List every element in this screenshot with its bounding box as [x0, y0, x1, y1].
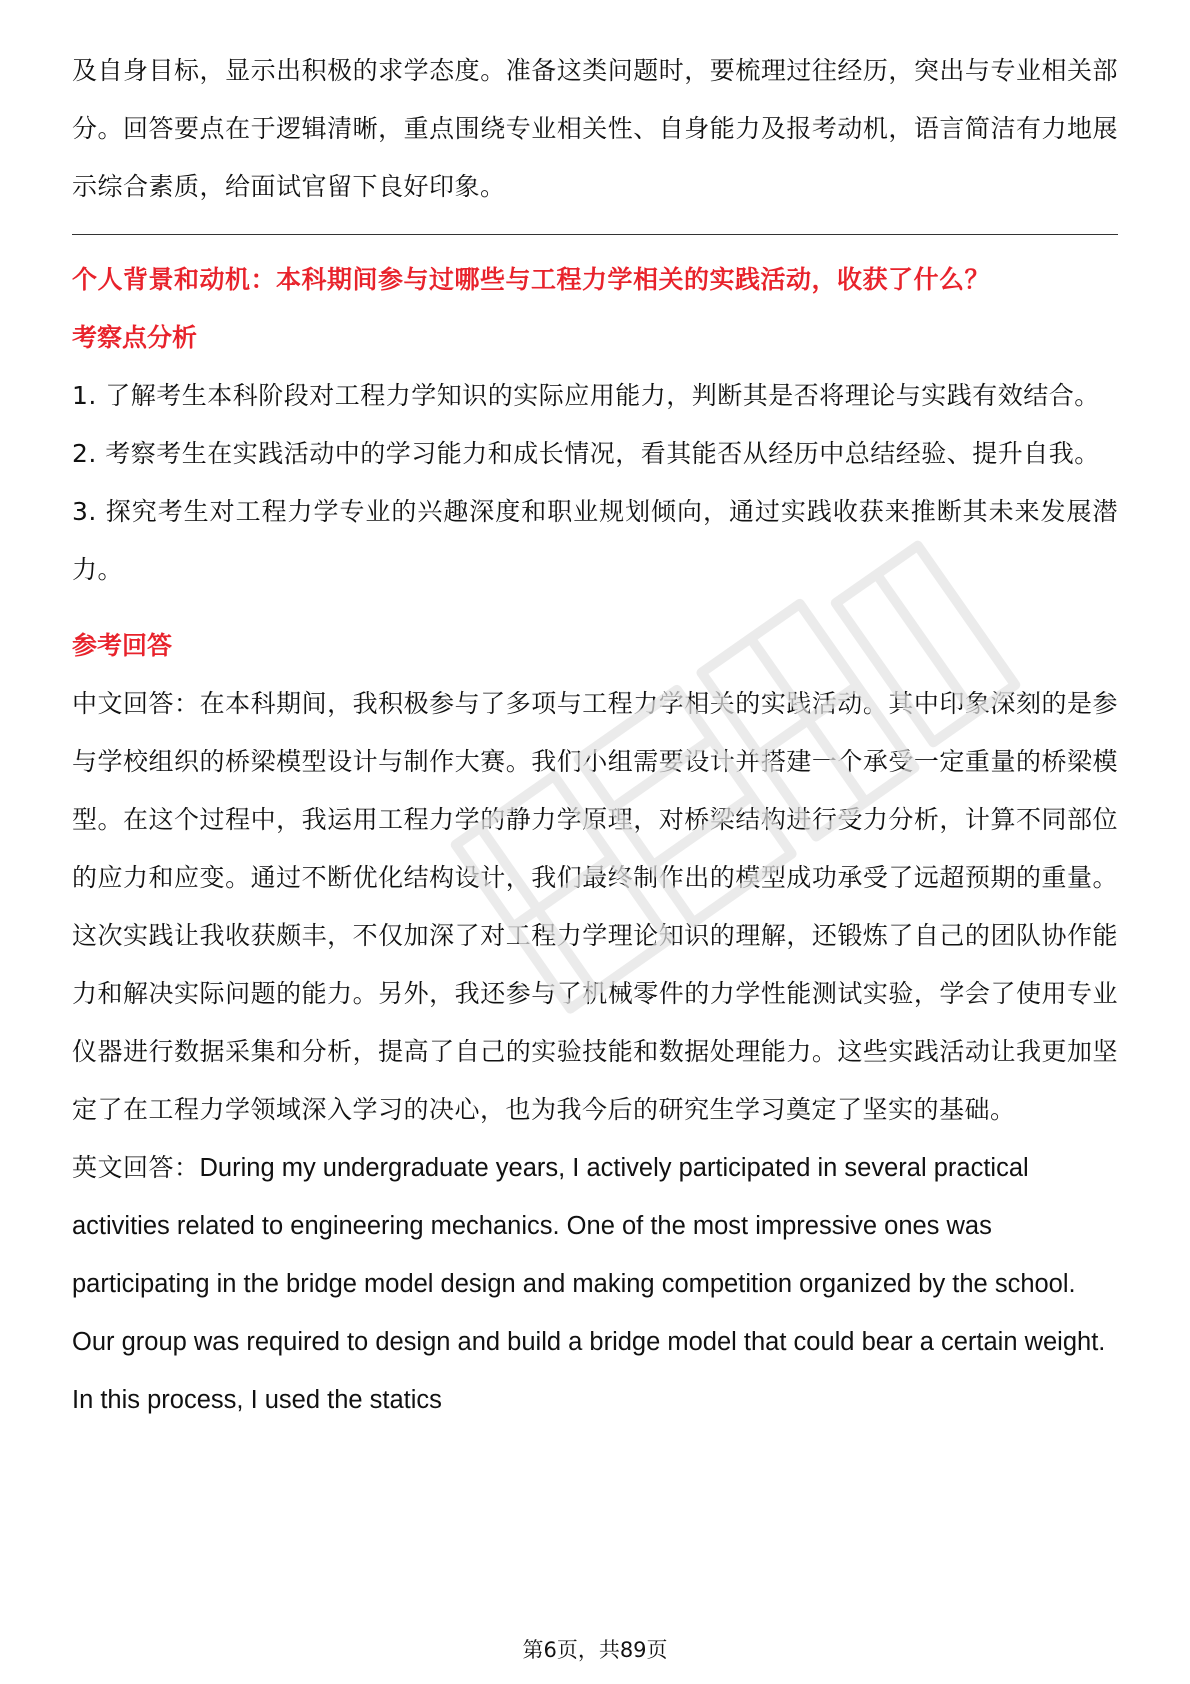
intro-paragraph: 及自身目标，显示出积极的求学态度。准备这类问题时，要梳理过往经历，突出与专业相关部分。回答要点在于逻辑清晰，重点围绕专业相关性、自身能力及报考动机，语言简洁有力地展示综合素质，给面试官留下良好印象。: [72, 56, 1118, 201]
english-answer-text: During my undergraduate years, I actively participated in several practical activities related to engineering mechanics. One of the most impressive ones was participating in the bridge model design and making competition organized by the school. Our group was required to design and build a bridge model that could bear a certain weight. In this process, I used the statics: [72, 1154, 1106, 1414]
chinese-answer: [72, 675, 1118, 1139]
page-number-footer: 第6页，共89页: [522, 1638, 668, 1662]
chinese-answer-text: 在本科期间，我积极参与了多项与工程力学相关的实践活动。其中印象深刻的是参与学校组织的桥梁模型设计与制作大赛。我们小组需要设计并搭建一个承受一定重量的桥梁模型。在这个过程中，我运用工程力学的静力学原理，对桥梁结构进行受力分析，计算不同部位的应力和应变。通过不断优化结构设计，我们最终制作出的模型成功承受了远超预期的重量。这次实践让我收获颇丰，不仅加深了对工程力学理论知识的理解，还锻炼了自己的团队协作能力和解决实际问题的能力。另外，我还参与了机械零件的力学性能测试实验，学会了使用专业仪器进行数据采集和分析，提高了自己的实验技能和数据处理能力。这些实践活动让我更加坚定了在工程力学领域深入学习的决心，也为我今后的研究生学习奠定了坚实的基础。: [72, 689, 1118, 1124]
english-answer: [72, 1139, 1118, 1429]
analysis-point-3: 3. 探究考生对工程力学专业的兴趣深度和职业规划倾向，通过实践收获来推断其未来发展潜力。: [72, 497, 1118, 584]
document-page: [72, 42, 1118, 1429]
reference-heading: 参考回答: [72, 631, 173, 660]
analysis-heading: 考察点分析: [72, 323, 198, 352]
section-divider: [72, 234, 1118, 235]
chinese-answer-label: 中文回答：: [72, 689, 200, 718]
interview-question: 个人背景和动机：本科期间参与过哪些与工程力学相关的实践活动，收获了什么？: [72, 265, 991, 294]
analysis-point-1: 1. 了解考生本科阶段对工程力学知识的实际应用能力，判断其是否将理论与实践有效结合。: [72, 381, 1100, 410]
spacer: [72, 599, 1118, 617]
analysis-point-2: 2. 考察考生在实践活动中的学习能力和成长情况，看其能否从经历中总结经验、提升自我。: [72, 439, 1100, 468]
english-answer-label: 英文回答：: [72, 1153, 200, 1182]
